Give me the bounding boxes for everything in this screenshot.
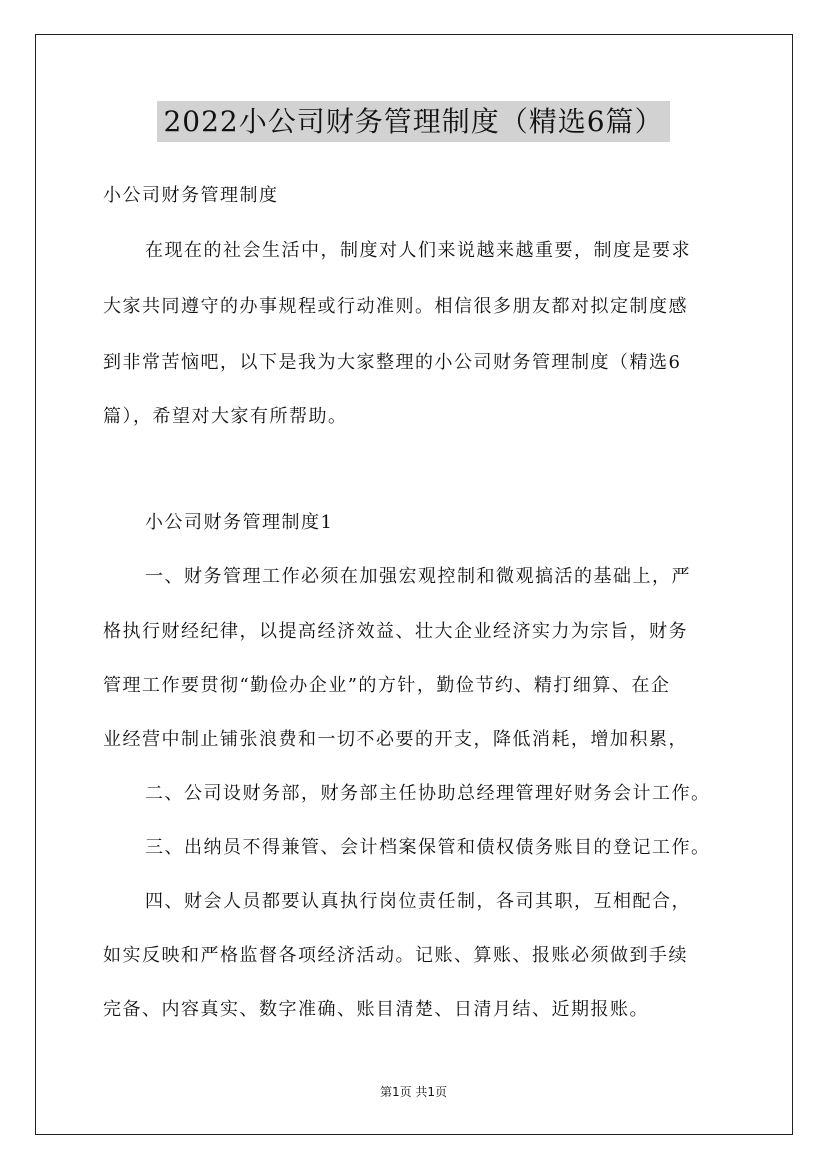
intro-line: 到非常苦恼吧，以下是我为大家整理的小公司财务管理制度（精选6 [103, 352, 682, 373]
body-line: 二、公司设财务部，财务部主任协助总经理管理好财务会计工作。 [145, 783, 711, 804]
body-line: 三、出纳员不得兼管、会计档案保管和债权债务账目的登记工作。 [145, 837, 711, 858]
body-line: 如实反映和严格监督各项经济活动。记账、算账、报账必须做到手续 [103, 945, 688, 966]
heading: 小公司财务管理制度 [103, 185, 279, 206]
body-line: 格执行财经纪律，以提高经济效益、壮大企业经济实力为宗旨，财务 [103, 621, 688, 642]
body-line: 一、财务管理工作必须在加强宏观控制和微观搞活的基础上，严 [145, 566, 691, 587]
intro-line: 在现在的社会生活中，制度对人们来说越来越重要，制度是要求 [145, 240, 691, 261]
section-title: 小公司财务管理制度1 [145, 512, 334, 533]
body-line: 四、财会人员都要认真执行岗位责任制，各司其职，互相配合， [145, 891, 691, 912]
intro-line: 大家共同遵守的办事规程或行动准则。相信很多朋友都对拟定制度感 [103, 296, 688, 317]
intro-line: 篇），希望对大家有所帮助。 [103, 406, 348, 427]
document-title-block [0, 100, 827, 140]
body-line: 完备、内容真实、数字准确、账目清楚、日清月结、近期报账。 [103, 999, 649, 1020]
page-footer: 第1页 共1页 [379, 1085, 448, 1099]
document-title: 2022小公司财务管理制度（精选6篇） [157, 101, 669, 142]
body-line: 业经营中制止铺张浪费和一切不必要的开支，降低消耗，增加积累， [103, 729, 688, 750]
body-line: 管理工作要贯彻“勤俭办企业”的方针，勤俭节约、精打细算、在企 [103, 675, 671, 696]
